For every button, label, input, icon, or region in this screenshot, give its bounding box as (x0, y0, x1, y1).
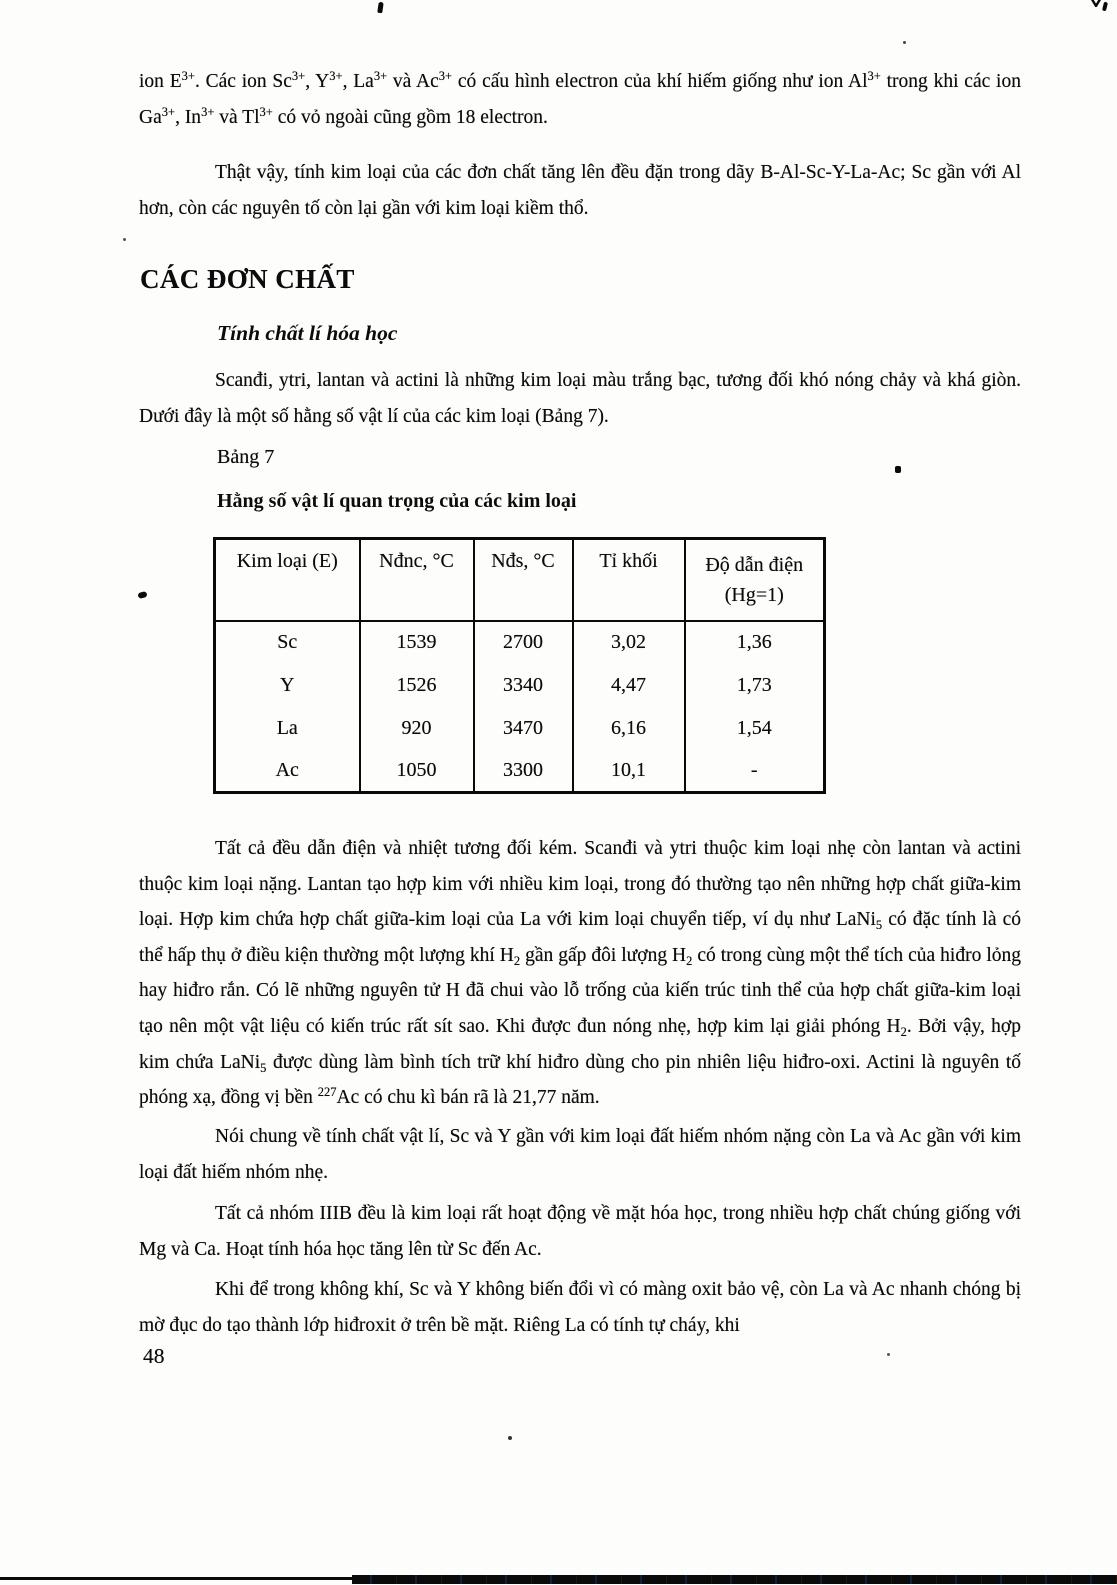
table-row (215, 664, 825, 707)
paragraph-ion-electron-config: ion $E^{3+}$. Các ion $Sc^{3+}$, $Y^{3+}$, $La^{3+}$ và $Ac^{3+}$ có cấu hình electron của khí hiếm giống như ion $Al^{3+}$ trong khi các ion $Ga^{3+}$, $In^{3+}$ và $Tl^{3+}$ có vỏ ngoài cũng gồm 18 electron. (139, 69, 1021, 128)
cell-boiling: 3300 (474, 750, 573, 793)
scan-edge-bar-thick (352, 1575, 1117, 1584)
cell-melting: 920 (360, 707, 474, 750)
cell-conductivity: 1,73 (685, 664, 825, 707)
cell-melting: 1526 (360, 664, 474, 707)
scan-artifact-blob (137, 591, 147, 599)
paragraph-metallic-trend: Thật vậy, tính kim loại của các đơn chất tăng lên đều đặn trong dãy B-Al-Sc-Y-La-Ac; Sc gần với Al hơn, còn các nguyên tố còn lại gần với kim loại kiềm thổ. (139, 162, 1021, 219)
cell-conductivity: - (685, 750, 825, 793)
cell-metal: Y (280, 673, 295, 696)
col-header-conductivity-line1: Độ dẫn điện (705, 554, 804, 576)
col-header-conductivity-line2: (Hg=1) (724, 584, 784, 606)
section-title: CÁC ĐƠN CHẤT (140, 264, 355, 294)
scan-artifact-corner-comma (1102, 2, 1108, 12)
table-row (215, 621, 825, 664)
paragraph-rare-earth-comparison: Nói chung về tính chất vật lí, Sc và Y gần với kim loại đất hiếm nhóm nặng còn La và Ac gần với kim loại đất hiếm nhóm nhẹ. (139, 1126, 1021, 1183)
cell-density: 3,02 (573, 621, 685, 664)
scan-artifact-dot (887, 1353, 890, 1356)
scan-artifact-dot (903, 41, 906, 44)
cell-boiling: 3340 (474, 664, 573, 707)
scan-artifact-corner-v (1091, 0, 1101, 7)
paragraph-chemical-activity: Tất cả nhóm IIIB đều là kim loại rất hoạt động về mặt hóa học, trong nhiều hợp chất chúng giống với Mg và Ca. Hoạt tính hóa học tăng lên từ Sc đến Ac. (139, 1203, 1021, 1260)
cell-conductivity: 1,36 (685, 621, 825, 664)
cell-melting: 1539 (360, 621, 474, 664)
cell-metal: La (276, 716, 298, 739)
scan-artifact-dot (123, 238, 126, 241)
cell-melting: 1050 (360, 750, 474, 793)
scan-artifact-comma (377, 2, 383, 14)
col-header-melting-point: Nđnc, °C (360, 539, 474, 621)
subsection-title: Tính chất lí hóa học (217, 321, 398, 345)
col-header-conductivity (685, 539, 825, 621)
cell-metal: Sc (277, 631, 298, 653)
cell-boiling: 2700 (474, 621, 573, 664)
cell-density: 10,1 (573, 750, 685, 793)
scan-edge-bar-thin (0, 1577, 360, 1580)
cell-density: 6,16 (573, 707, 685, 750)
cell-metal: Ac (275, 758, 299, 781)
col-header-metal: Kim loại (E) (215, 539, 360, 621)
table-label: Bảng 7 (217, 446, 275, 468)
cell-boiling: 3470 (474, 707, 573, 750)
scan-artifact-dot (508, 1436, 512, 1440)
col-header-boiling-point: Nđs, °C (474, 539, 573, 621)
table-header-row (215, 539, 825, 621)
table-row (215, 750, 825, 793)
paragraph-conductivity-alloys: Tất cả đều dẫn điện và nhiệt tương đối kém. Scanđi và ytri thuộc kim loại nhẹ còn lantan và actini thuộc kim loại nặng. Lantan tạo hợp kim với nhiều kim loại, trong đó thường tạo nên những hợp chất giữa-kim loại. Hợp kim chứa hợp chất giữa-kim loại của La với kim loại chuyển tiếp, ví dụ như LaNi$_5$ có đặc tính là có thể hấp thụ ở điều kiện thường một lượng khí $H_2$ gần gấp đôi lượng $H_2$ có trong cùng một thể tích của hiđro lỏng hay hiđro rắn. Có lẽ những nguyên tử H đã chui vào lỗ trống của kiến trúc tinh thể của hợp chất giữa-kim loại tạo nên một vật liệu có kiến trúc rất sít sao. Khi được đun nóng nhẹ, hợp kim lại giải phóng $H_2$. Bởi vậy, hợp kim chứa LaNi$_5$ được dùng làm bình tích trữ khí hiđro dùng cho pin nhiên liệu hiđro-oxi. Actini là nguyên tố phóng xạ, đồng vị bền $^{227}$Ac có chu kì bán rã là 21,77 năm. (139, 838, 1022, 1109)
cell-density: 4,47 (573, 664, 685, 707)
table-title: Hằng số vật lí quan trọng của các kim loại (217, 490, 577, 512)
scan-artifact-dot (895, 466, 901, 473)
paragraph-air-behavior: Khi để trong không khí, Sc và Y không biến đổi vì có màng oxit bảo vệ, còn La và Ac nhanh chóng bị mờ đục do tạo thành lớp hiđroxit ở trên bề mặt. Riêng La có tính tự cháy, khi (139, 1279, 1021, 1336)
table-row (215, 707, 825, 750)
cell-conductivity: 1,54 (685, 707, 825, 750)
col-header-density: Tỉ khối (573, 539, 685, 621)
page-number: 48 (143, 1344, 165, 1368)
paragraph-physical-properties-intro: Scanđi, ytri, lantan và actini là những kim loại màu trắng bạc, tương đối khó nóng chảy và khá giòn. Dưới đây là một số hằng số vật lí của các kim loại (Bảng 7). (139, 370, 1021, 427)
physical-constants-table (213, 537, 826, 794)
